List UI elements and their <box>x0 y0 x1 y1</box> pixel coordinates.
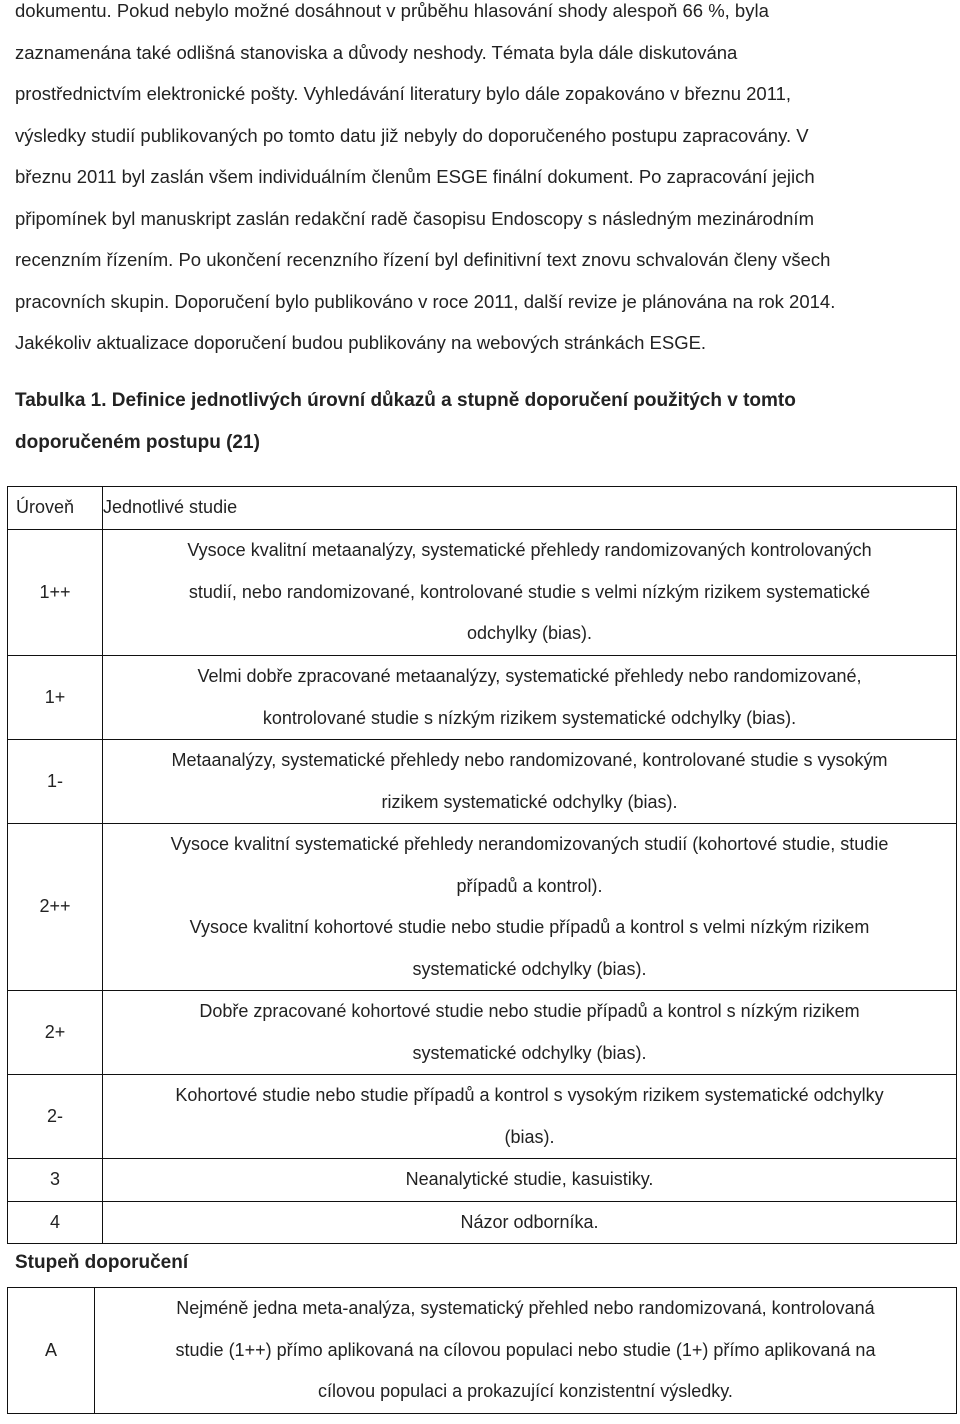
level-cell: A <box>8 1288 95 1414</box>
table-row <box>8 1075 957 1159</box>
paragraph-line: pracovních skupin. Doporučení bylo publikováno v roce 2011, další revize je plánována na rok 2014. <box>15 290 836 312</box>
description-cell <box>103 656 957 740</box>
description-line: Neanalytické studie, kasuistiky. <box>405 1169 654 1189</box>
table-row <box>8 530 957 656</box>
description-line: cílovou populaci a prokazující konzistentní výsledky. <box>318 1381 733 1402</box>
description-line: Dobře zpracované kohortové studie nebo studie případů a kontrol s nízkým rizikem <box>199 1001 860 1021</box>
description-line: Vysoce kvalitní metaanalýzy, systematické přehledy randomizovaných kontrolovaných <box>187 540 872 561</box>
description-line: Nejméně jedna meta-analýza, systematický přehled nebo randomizovaná, kontrolovaná <box>176 1298 875 1319</box>
description-line: odchylky (bias). <box>466 623 593 644</box>
level-cell: 1++ <box>8 530 103 656</box>
paragraph-line: dokumentu. Pokud nebylo možné dosáhnout v průběhu hlasování shody alespoň 66 %, byla <box>15 0 769 21</box>
description-line: Vysoce kvalitní kohortové studie nebo studie případů a kontrol s velmi nízkým rizikem <box>189 917 870 937</box>
paragraph-line: zaznamenána také odlišná stanoviska a důvody neshody. Témata byla dále diskutována <box>15 41 738 63</box>
table-row <box>8 740 957 824</box>
table-row <box>8 656 957 740</box>
level-cell: 4 <box>8 1201 103 1244</box>
paragraph-line: březnu 2011 byl zaslán všem individuálním členům ESGE finální dokument. Po zapracování jejich <box>15 166 815 187</box>
description-line: kontrolované studie s nízkým rizikem systematické odchylky (bias). <box>262 707 797 728</box>
paragraph-line: recenzním řízením. Po ukončení recenzního řízení byl definitivní text znovu schvalován členy všech <box>15 249 831 270</box>
evidence-levels-table <box>7 486 957 1244</box>
level-cell: 3 <box>8 1159 103 1202</box>
level-cell: 2- <box>8 1075 103 1159</box>
table-row <box>8 824 957 991</box>
table-header-row <box>8 487 957 530</box>
description-cell <box>103 1201 957 1244</box>
caption-line: doporučeném postupu (21) <box>15 432 260 453</box>
description-line: studie (1++) přímo aplikovaná na cílovou populaci nebo studie (1+) přímo aplikovaná na <box>175 1339 876 1360</box>
paragraph-line: připomínek byl manuskript zaslán redakční radě časopisu Endoscopy s následným mezinárodním <box>15 207 814 229</box>
description-cell <box>103 1075 957 1159</box>
caption-line: Tabulka 1. Definice jednotlivých úrovní důkazů a stupně doporučení použitých v tomto <box>15 390 796 411</box>
description-cell <box>103 530 957 656</box>
grades-title: Stupeň doporučení <box>15 1252 189 1273</box>
table-row <box>8 1159 957 1202</box>
level-cell: 2++ <box>8 824 103 991</box>
header-description: Jednotlivé studie <box>103 487 957 530</box>
description-cell <box>103 1159 957 1202</box>
paragraph-line: výsledky studií publikovaných po tomto datu již nebyly do doporučeného postupu zapracovány. V <box>15 124 809 146</box>
description-cell <box>103 824 957 991</box>
description-line: Metaanalýzy, systematické přehledy nebo randomizované, kontrolované studie s vysokým <box>171 750 888 770</box>
description-cell <box>103 740 957 824</box>
level-cell: 2+ <box>8 991 103 1075</box>
intro-paragraph <box>15 0 955 364</box>
header-level: Úroveň <box>8 487 103 530</box>
description-cell <box>95 1288 957 1414</box>
description-line: (bias). <box>504 1126 555 1147</box>
description-line: Názor odborníka. <box>460 1211 599 1232</box>
description-line: Vysoce kvalitní systematické přehledy nerandomizovaných studií (kohortové studie, studie <box>170 834 889 854</box>
paragraph-line: Jakékoliv aktualizace doporučení budou publikovány na webových stránkách ESGE. <box>15 332 707 353</box>
description-line: Velmi dobře zpracované metaanalýzy, systematické přehledy nebo randomizované, <box>197 666 862 686</box>
table-row <box>8 991 957 1075</box>
level-cell: 1+ <box>8 656 103 740</box>
paragraph-line: prostřednictvím elektronické pošty. Vyhledávání literatury bylo dále zopakováno v březnu 2011, <box>15 83 792 104</box>
table-row <box>8 1201 957 1244</box>
description-line: systematické odchylky (bias). <box>412 958 647 979</box>
table-caption <box>15 380 945 464</box>
description-line: rizikem systematické odchylky (bias). <box>381 791 678 812</box>
description-line: studií, nebo randomizované, kontrolované studie s velmi nízkým rizikem systematické <box>188 581 871 602</box>
recommendation-grades-table <box>7 1287 957 1414</box>
level-cell: 1- <box>8 740 103 824</box>
description-line: případů a kontrol). <box>456 875 603 896</box>
description-cell <box>103 991 957 1075</box>
description-line: Kohortové studie nebo studie případů a kontrol s vysokým rizikem systematické odchylky <box>175 1085 884 1105</box>
table-row <box>8 1288 957 1414</box>
description-line: systematické odchylky (bias). <box>412 1042 647 1063</box>
